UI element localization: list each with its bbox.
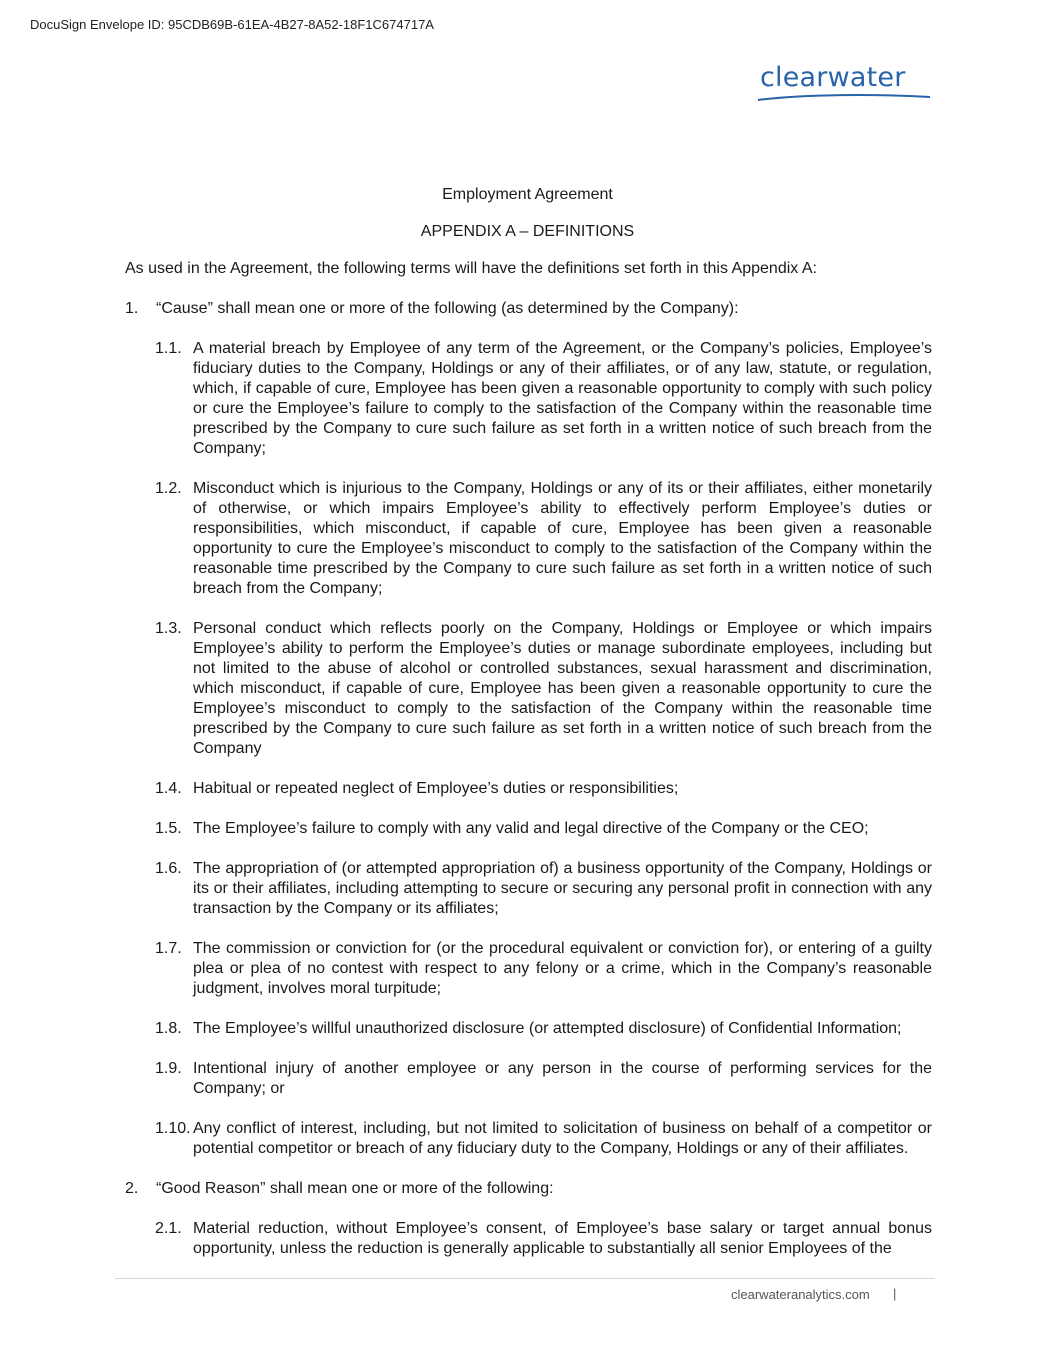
appendix-heading: APPENDIX A – DEFINITIONS xyxy=(420,223,635,240)
clause-text: Habitual or repeated neglect of Employee’s duties or responsibilities; xyxy=(193,780,679,797)
clause-number: 1.6. xyxy=(155,860,182,877)
definitions-body xyxy=(125,299,932,1279)
section-heading: “Good Reason” shall mean one or more of the following: xyxy=(156,1180,554,1197)
clause-number: 1.4. xyxy=(155,780,182,797)
clearwater-logo xyxy=(756,62,932,106)
clause-number: 1.7. xyxy=(155,940,182,957)
clause xyxy=(155,859,932,919)
clause xyxy=(155,619,932,759)
clause-number: 1.8. xyxy=(155,1020,182,1037)
clause-text: The Employee’s failure to comply with any valid and legal directive of the Company or the CEO; xyxy=(193,820,869,837)
document-title: Employment Agreement xyxy=(442,186,613,203)
section-heading: “Cause” shall mean one or more of the following (as determined by the Company): xyxy=(156,300,739,317)
clause xyxy=(155,339,932,459)
section-number: 2. xyxy=(125,1180,139,1197)
clause-text: Personal conduct which reflects poorly on the Company, Holdings or Employee or which impairs Employee’s ability to perform the Employee’s duties or manage subordinate employees, including but not limited to the abuse of alcohol or controlled substances, sexual harassment and discrimination, which misconduct, if capable of cure, Employee has been given a reasonable opportunity to cure the Employee’s misconduct to comply to the satisfaction of the Company within the reasonable time prescribed by the Company to cure such failure as set forth in a written notice of such breach from the Company xyxy=(193,620,932,757)
logo-wordmark: clearwater xyxy=(760,62,906,93)
clause xyxy=(155,1019,932,1039)
clause-text: Misconduct which is injurious to the Company, Holdings or any of its or their affiliates, either monetarily of otherwise, or which impairs Employee’s ability to effectively perform Employee’s duties or responsibilities, which misconduct, if capable of cure, Employee has been given a reasonable opportunity to cure the Employee’s misconduct to comply to the satisfaction of the Company within the reasonable time prescribed by the Company to cure such failure as set forth in a written notice of such breach from the Company; xyxy=(193,480,932,597)
docusign-envelope-id: DocuSign Envelope ID: 95CDB69B-61EA-4B27-8A52-18F1C674717A xyxy=(30,17,434,32)
clause-text: Intentional injury of another employee or any person in the course of performing services for the Company; or xyxy=(193,1060,932,1097)
clause-number: 1.10. xyxy=(155,1120,191,1137)
section-number: 1. xyxy=(125,300,139,317)
clause-text: A material breach by Employee of any term of the Agreement, or the Company’s policies, Employee’s fiduciary duties to the Company, Holdings or any of their affiliates, or of any law, statute, or regulation, which, if capable of cure, Employee has been given a reasonable opportunity to comply with such policy or cure the Employee’s failure to comply to the satisfaction of the Company within the reasonable time prescribed by the Company to cure such failure as set forth in a written notice of such breach from the Company; xyxy=(193,340,932,457)
intro-paragraph: As used in the Agreement, the following terms will have the definitions set forth in this Appendix A: xyxy=(125,260,817,277)
section-cause-heading xyxy=(125,299,932,319)
clause xyxy=(155,779,932,799)
clause-number: 1.5. xyxy=(155,820,182,837)
clause-number: 1.2. xyxy=(155,480,182,497)
clause-text: The commission or conviction for (or the procedural equivalent or conviction for), or entering of a guilty plea or plea of no contest with respect to any felony or a crime, which in the Company’s reasonable judgment, involves moral turpitude; xyxy=(193,940,932,997)
clause xyxy=(155,1059,932,1099)
clause-number: 2.1. xyxy=(155,1220,182,1237)
clause xyxy=(155,939,932,999)
clause-number: 1.9. xyxy=(155,1060,182,1077)
footer-website: clearwateranalytics.com xyxy=(731,1287,870,1302)
clause-number: 1.3. xyxy=(155,620,182,637)
clause-text: Any conflict of interest, including, but not limited to solicitation of business on behalf of a competitor or potential competitor or breach of any fiduciary duty to the Company, Holdings or any of their affiliates. xyxy=(193,1120,932,1157)
clause xyxy=(155,1119,932,1159)
clause-text: The Employee’s willful unauthorized disclosure (or attempted disclosure) of Confidential Information; xyxy=(193,1020,902,1037)
clause-text: Material reduction, without Employee’s consent, of Employee’s base salary or target annual bonus opportunity, unless the reduction is generally applicable to substantially all senior Employees of the xyxy=(193,1220,932,1257)
clause xyxy=(155,479,932,599)
logo-swoosh-icon xyxy=(756,88,932,102)
footer-separator: | xyxy=(893,1286,897,1301)
clause-text: The appropriation of (or attempted appropriation of) a business opportunity of the Company, Holdings or its or their affiliates, including attempting to secure or securing any personal profit in connection with any transaction by the Company or its affiliates; xyxy=(193,860,932,917)
clause xyxy=(155,819,932,839)
clause-number: 1.1. xyxy=(155,340,182,357)
footer-divider xyxy=(115,1278,935,1279)
clause xyxy=(155,1219,932,1259)
section-good-reason-heading xyxy=(125,1179,932,1199)
